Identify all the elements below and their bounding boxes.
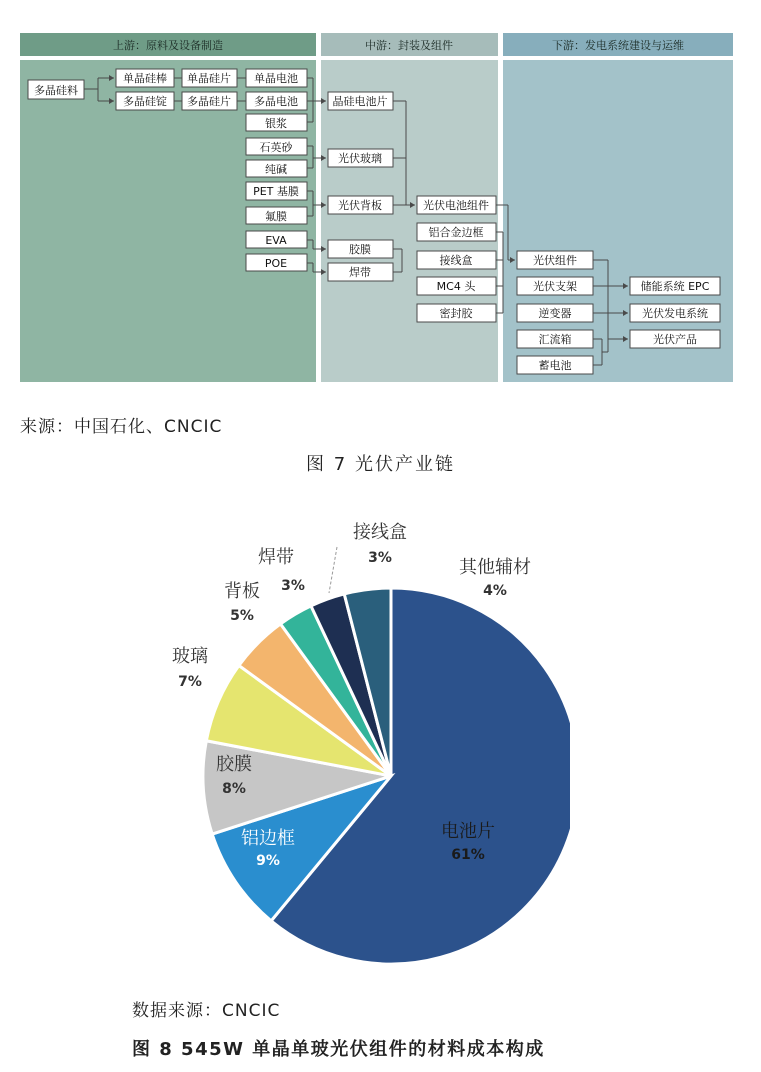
slice-percent-label: 5% [230,608,254,624]
slice-label: 背板 [224,581,260,602]
node-pv-cell-module: 光伏电池组件 [423,199,489,212]
figure-8-source: 数据来源：CNCIC [132,1001,281,1021]
slice-percent-label: 9% [256,853,280,869]
node-multi-wafer: 多晶硅片 [187,95,231,108]
slice-percent-label: 4% [483,583,507,599]
node-soda-ash: 纯碱 [265,163,287,176]
figure-8-caption: 图 8 545W 单晶单玻光伏组件的材料成本构成 [132,1039,545,1060]
slice-label: 接线盒 [353,522,407,543]
slice-label: 焊带 [258,547,294,568]
node-mc4: MC4 头 [436,280,476,293]
node-ribbon: 焊带 [349,266,371,279]
node-eva: EVA [265,234,287,247]
node-pet-film: PET 基膜 [253,185,299,198]
slice-percent-label: 3% [281,578,305,594]
slice-label: 其他辅材 [459,557,531,578]
node-multi-cell: 多晶电池 [254,95,298,108]
node-sealant: 密封胶 [439,307,473,320]
slice-label: 玻璃 [172,646,208,667]
slice-percent-label: 8% [222,781,246,797]
node-poe: POE [264,257,288,270]
node-multi-ingot: 多晶硅锭 [123,95,167,108]
node-pv-glass: 光伏玻璃 [338,152,382,165]
node-mono-rod: 单晶硅棒 [123,72,167,85]
node-pv-module: 光伏组件 [533,254,577,267]
pv-industry-chain-diagram [0,0,761,400]
node-pv-backsheet: 光伏背板 [338,199,382,212]
node-al-frame: 铝合金边框 [428,226,484,239]
downstream-header: 下游：发电系统建设与运维 [552,39,684,52]
slice-percent-label: 61% [451,847,485,863]
node-inverter: 逆变器 [538,307,572,320]
node-pv-power-system: 光伏发电系统 [642,307,708,320]
node-quartz-sand: 石英砂 [259,141,293,154]
slice-percent-label: 7% [178,674,202,690]
node-pv-mount: 光伏支架 [533,280,577,293]
pie-leader-lines [329,547,337,593]
node-battery: 蓄电池 [538,359,572,372]
slice-percent-label: 3% [368,550,392,566]
slice-label: 胶膜 [216,754,252,775]
pie-slices [203,588,570,964]
junction-box-leader-line [329,547,337,593]
node-combiner-box: 汇流箱 [538,333,572,346]
node-mono-cell: 单晶电池 [254,72,298,85]
node-storage-epc: 储能系统 EPC [640,280,710,293]
node-polysilicon: 多晶硅料 [34,84,78,97]
figure-7-source: 来源：中国石化、CNCIC [20,417,223,437]
node-pv-products: 光伏产品 [653,333,697,346]
slice-label: 电池片 [441,821,495,842]
slice-label: 铝边框 [241,828,295,849]
figure-7-caption: 图 7 光伏产业链 [306,454,455,475]
node-fluoro-film: 氟膜 [265,210,287,223]
node-silver-paste: 银浆 [265,117,287,130]
module-cost-pie-chart [150,497,570,980]
midstream-header: 中游：封装及组件 [365,39,453,52]
node-junction-box: 接线盒 [439,254,473,267]
node-mono-wafer: 单晶硅片 [187,72,231,85]
node-c-si-cell: 晶硅电池片 [332,95,388,108]
node-adhesive-film: 胶膜 [349,243,371,256]
upstream-header: 上游：原料及设备制造 [113,39,223,52]
